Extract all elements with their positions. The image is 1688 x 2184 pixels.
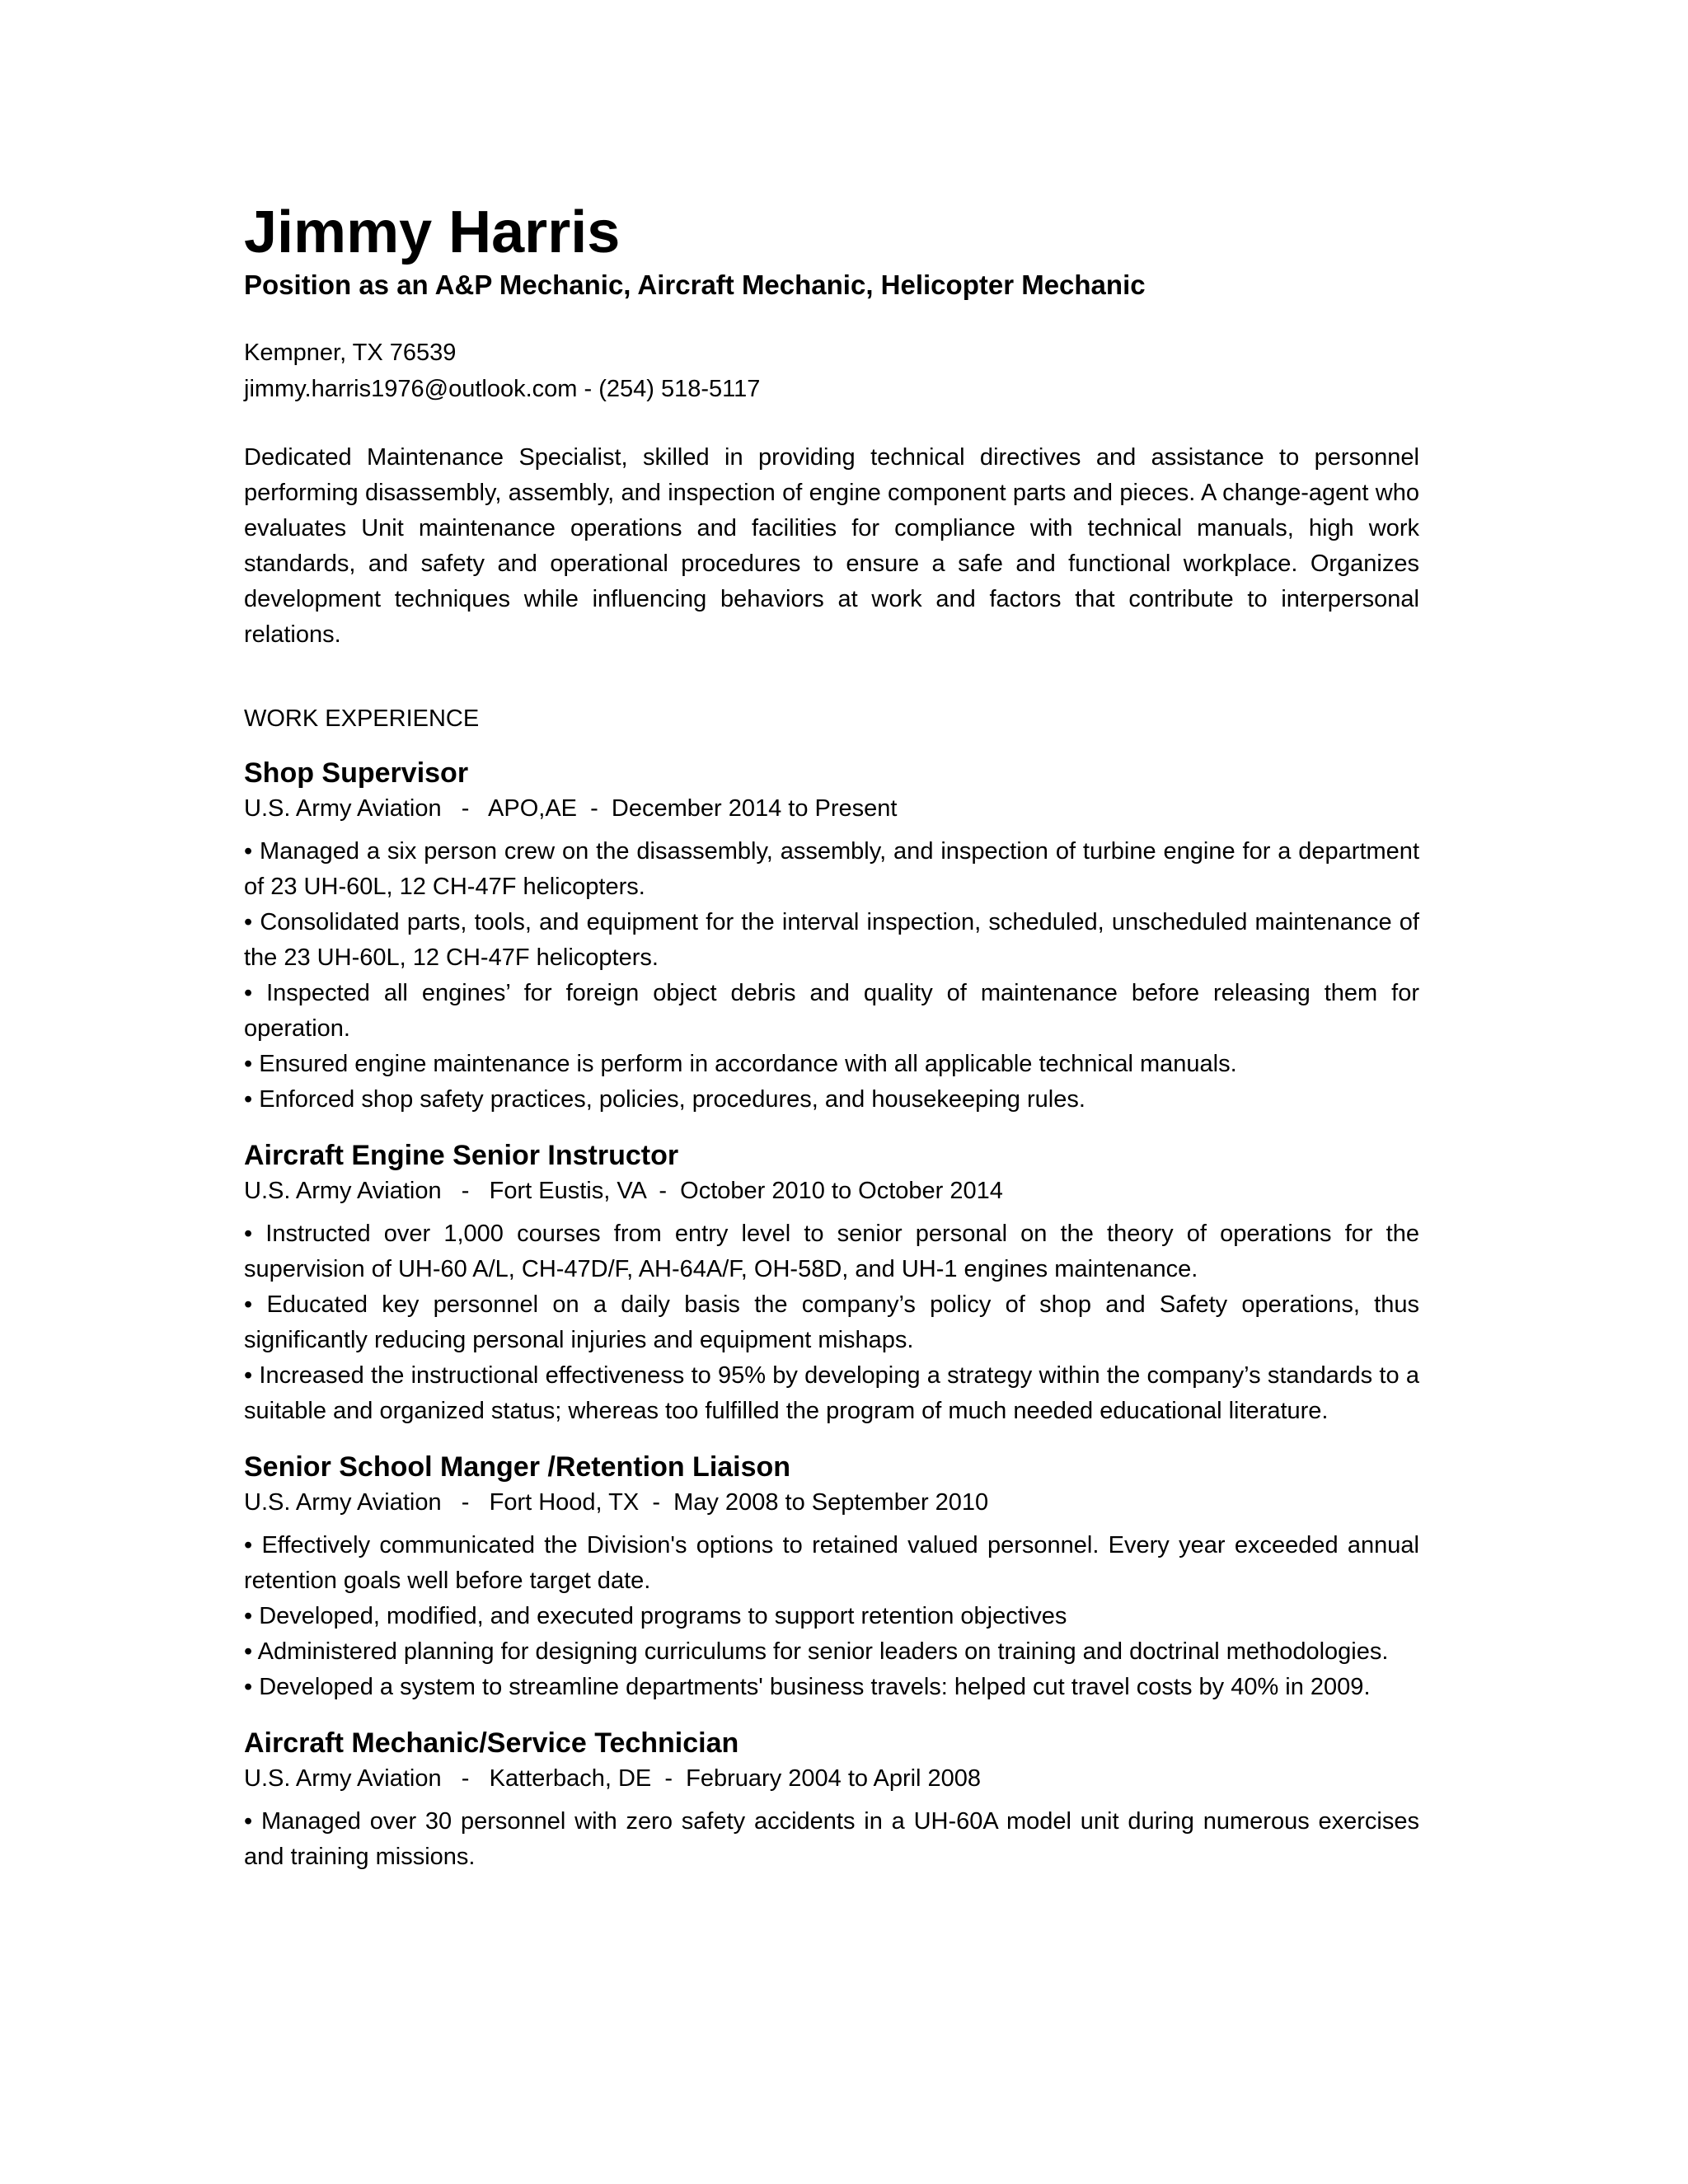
job-title: Senior School Manger /Retention Liaison xyxy=(244,1451,791,1483)
job-bullet: • Consolidated parts, tools, and equipment for the interval inspection, scheduled, unscheduled maintenance of the 23 UH-60L, 12 CH-47F helicopters. xyxy=(244,909,1419,971)
job-bullet: • Ensured engine maintenance is perform in accordance with all applicable technical manuals. xyxy=(244,1051,1237,1077)
job-bullet: • Increased the instructional effectiveness to 95% by developing a strategy within the company’s standards to a suitable and organized status; whereas too fulfilled the program of much needed educational literature. xyxy=(244,1362,1419,1424)
contact-info xyxy=(244,335,1419,407)
job-meta: U.S. Army Aviation - Fort Hood, TX - May 2008 to September 2010 xyxy=(244,1489,989,1516)
job-bullet: • Effectively communicated the Division's options to retained valued personnel. Every year exceeded annual retention goals well before target date. xyxy=(244,1532,1419,1594)
job-meta: U.S. Army Aviation - Fort Eustis, VA - October 2010 to October 2014 xyxy=(244,1178,1003,1204)
job-title: Aircraft Mechanic/Service Technician xyxy=(244,1727,739,1759)
work-experience-list xyxy=(244,755,1419,1875)
job-bullet: • Developed, modified, and executed programs to support retention objectives xyxy=(244,1603,1067,1629)
job-meta: U.S. Army Aviation - APO,AE - December 2014 to Present xyxy=(244,795,898,822)
professional-summary: Dedicated Maintenance Specialist, skilled in providing technical directives and assistance to personnel performing disassembly, assembly, and inspection of engine component parts and pieces. A change-agent who evaluates Unit maintenance operations and facilities for compliance with technical manuals, high work standards, and safety and operational procedures to ensure a safe and functional workplace. Organizes development techniques while influencing behaviors at work and factors that contribute to interpersonal relations. xyxy=(244,444,1419,648)
job-bullets xyxy=(244,1804,1419,1875)
job-bullet: • Administered planning for designing curriculums for senior leaders on training and doctrinal methodologies. xyxy=(244,1638,1389,1665)
job-entry xyxy=(244,1137,1419,1429)
job-bullet: • Instructed over 1,000 courses from entry level to senior personal on the theory of operations for the supervision of UH-60 A/L, CH-47D/F, AH-64A/F, OH-58D, and UH-1 engines maintenance. xyxy=(244,1221,1419,1282)
contact-location: Kempner, TX 76539 xyxy=(244,340,457,366)
candidate-name: Jimmy Harris xyxy=(244,199,621,265)
job-bullets xyxy=(244,1216,1419,1429)
job-bullets xyxy=(244,1528,1419,1705)
job-meta: U.S. Army Aviation - Katterbach, DE - February 2004 to April 2008 xyxy=(244,1765,982,1792)
job-title: Shop Supervisor xyxy=(244,757,469,789)
job-bullet: • Developed a system to streamline departments' business travels: helped cut travel costs by 40% in 2009. xyxy=(244,1674,1371,1700)
job-bullet: • Inspected all engines’ for foreign object debris and quality of maintenance before releasing them for operation. xyxy=(244,980,1419,1042)
job-bullet: • Managed over 30 personnel with zero safety accidents in a UH-60A model unit during numerous exercises and training missions. xyxy=(244,1808,1419,1870)
job-entry xyxy=(244,1449,1419,1705)
job-bullets xyxy=(244,834,1419,1118)
job-bullet: • Enforced shop safety practices, policies, procedures, and housekeeping rules. xyxy=(244,1086,1085,1113)
position-objective: Position as an A&P Mechanic, Aircraft Mechanic, Helicopter Mechanic xyxy=(244,269,1146,300)
work-experience-heading: WORK EXPERIENCE xyxy=(244,705,480,732)
job-bullet: • Managed a six person crew on the disassembly, assembly, and inspection of turbine engine for a department of 23 UH-60L, 12 CH-47F helicopters. xyxy=(244,838,1419,900)
job-entry xyxy=(244,1725,1419,1875)
contact-email-phone: jimmy.harris1976@outlook.com - (254) 518-5117 xyxy=(244,376,761,402)
job-entry xyxy=(244,755,1419,1118)
job-bullet: • Educated key personnel on a daily basis the company’s policy of shop and Safety operations, thus significantly reducing personal injuries and equipment mishaps. xyxy=(244,1291,1419,1353)
resume-page xyxy=(244,198,1419,1875)
job-title: Aircraft Engine Senior Instructor xyxy=(244,1140,679,1171)
